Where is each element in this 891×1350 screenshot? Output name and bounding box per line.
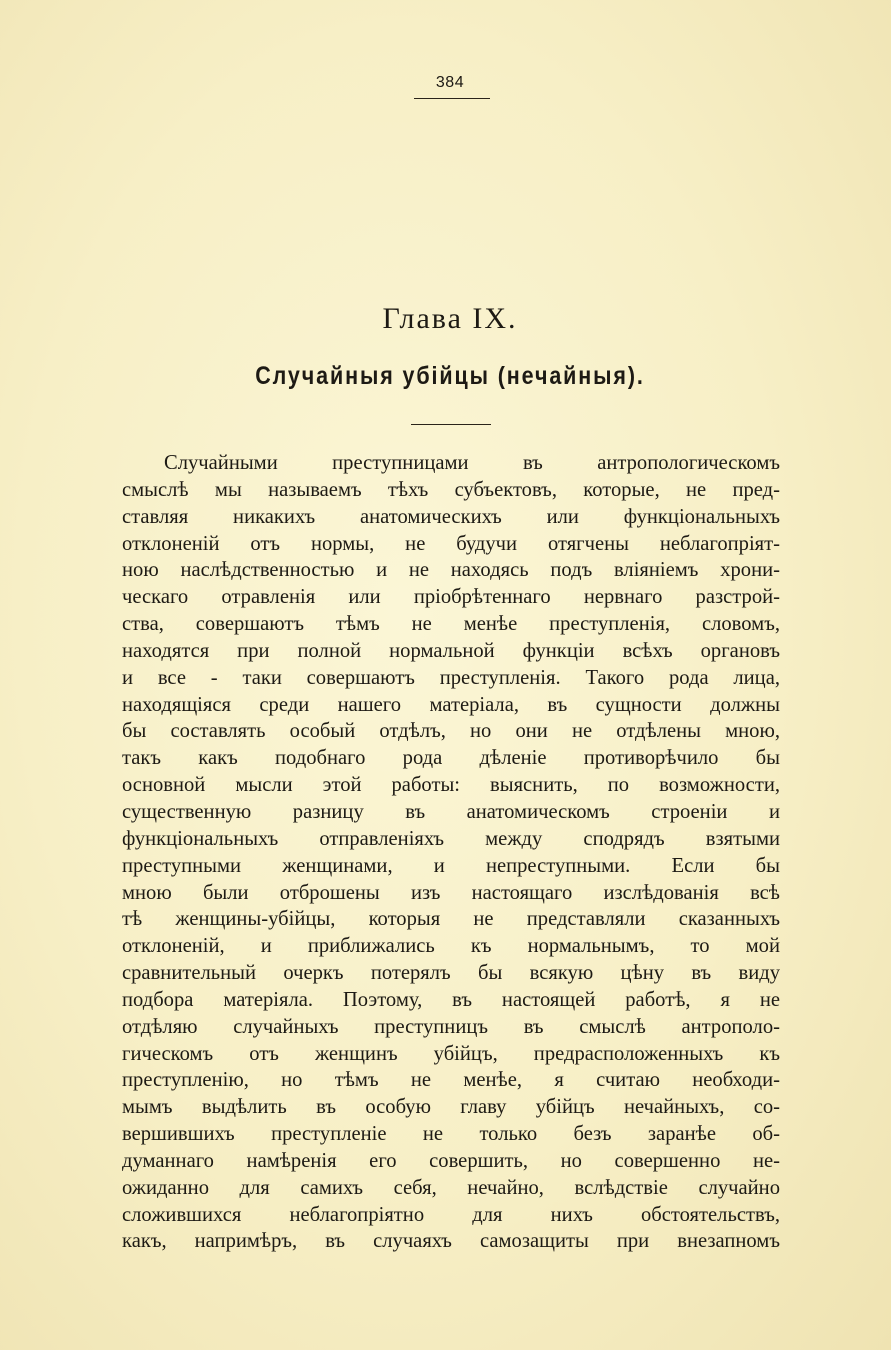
chapter-title: Случайныя убійцы (нечайныя).	[255, 362, 645, 390]
text-line: вершившихъ преступленіе не только безъ заранѣе об-	[122, 1123, 780, 1146]
text-line: тѣ женщины-убійцы, которыя не представляли сказанныхъ	[122, 908, 780, 931]
title-rule	[411, 424, 491, 425]
text-line: думаннаго намѣренія его совершить, но совершенно не-	[122, 1149, 780, 1172]
text-line: Случайными преступницами въ антропологическомъ	[164, 452, 780, 474]
text-line: находящіяся среди нашего матеріала, въ сущности должны	[122, 693, 780, 716]
text-line: сравнительный очеркъ потерялъ бы всякую цѣну въ виду	[122, 962, 780, 985]
text-line: какъ, напримѣръ, въ случаяхъ самозащиты при внезапномъ	[122, 1230, 780, 1253]
text-line: и все - таки совершаютъ преступленія. Такого рода лица,	[122, 666, 780, 689]
text-line: преступными женщинами, и непреступными. Если бы	[122, 854, 780, 877]
text-line: преступленію, но тѣмъ не менѣе, я считаю необходи-	[122, 1069, 780, 1092]
page-number: 384	[435, 74, 465, 91]
text-line: гическомъ отъ женщинъ убійцъ, предрасположенныхъ къ	[122, 1042, 780, 1065]
text-line: функціональныхъ отправленіяхъ между сподрядъ взятыми	[122, 827, 780, 850]
text-line: бы составлять особый отдѣлъ, но они не отдѣлены мною,	[122, 720, 780, 743]
text-line: мымъ выдѣлить въ особую главу убійцъ нечайныхъ, со-	[122, 1096, 780, 1119]
text-line: смыслѣ мы называемъ тѣхъ субъектовъ, которые, не пред-	[122, 478, 780, 501]
text-line: такъ какъ подобнаго рода дѣленіе противорѣчило бы	[122, 747, 780, 770]
body-paragraph	[122, 450, 780, 1255]
text-line: отдѣляю случайныхъ преступницъ въ смыслѣ антрополо-	[122, 1015, 780, 1038]
text-line: сложившихся неблагопріятно для нихъ обстоятельствъ,	[122, 1203, 780, 1226]
text-line: ожиданно для самихъ себя, нечайно, вслѣдствіе случайно	[122, 1176, 780, 1199]
text-line: ною наслѣдственностью и не находясь подъ вліяніемъ хрони-	[122, 559, 780, 582]
text-line: отклоненій отъ нормы, не будучи отягчены неблагопріят-	[122, 532, 780, 555]
text-line: находятся при полной нормальной функціи всѣхъ органовъ	[122, 639, 780, 662]
text-line: ставляя никакихъ анатомическихъ или функціональныхъ	[122, 505, 780, 528]
text-line: ства, совершаютъ тѣмъ не менѣе преступленія, словомъ,	[122, 613, 780, 636]
text-line: отклоненій, и приближались къ нормальнымъ, то мой	[122, 935, 780, 958]
text-line: существенную разницу въ анатомическомъ строеніи и	[122, 800, 780, 823]
page-number-rule	[414, 98, 490, 99]
chapter-heading: Глава IX.	[382, 302, 518, 335]
text-line: мною были отброшены изъ настоящаго изслѣдованія всѣ	[122, 881, 780, 904]
text-line: подбора матеріяла. Поэтому, въ настоящей работѣ, я не	[122, 988, 780, 1011]
text-line: ческаго отравленія или пріобрѣтеннаго нервнаго разстрой-	[122, 586, 780, 609]
text-line: основной мысли этой работы: выяснить, по возможности,	[122, 774, 780, 797]
